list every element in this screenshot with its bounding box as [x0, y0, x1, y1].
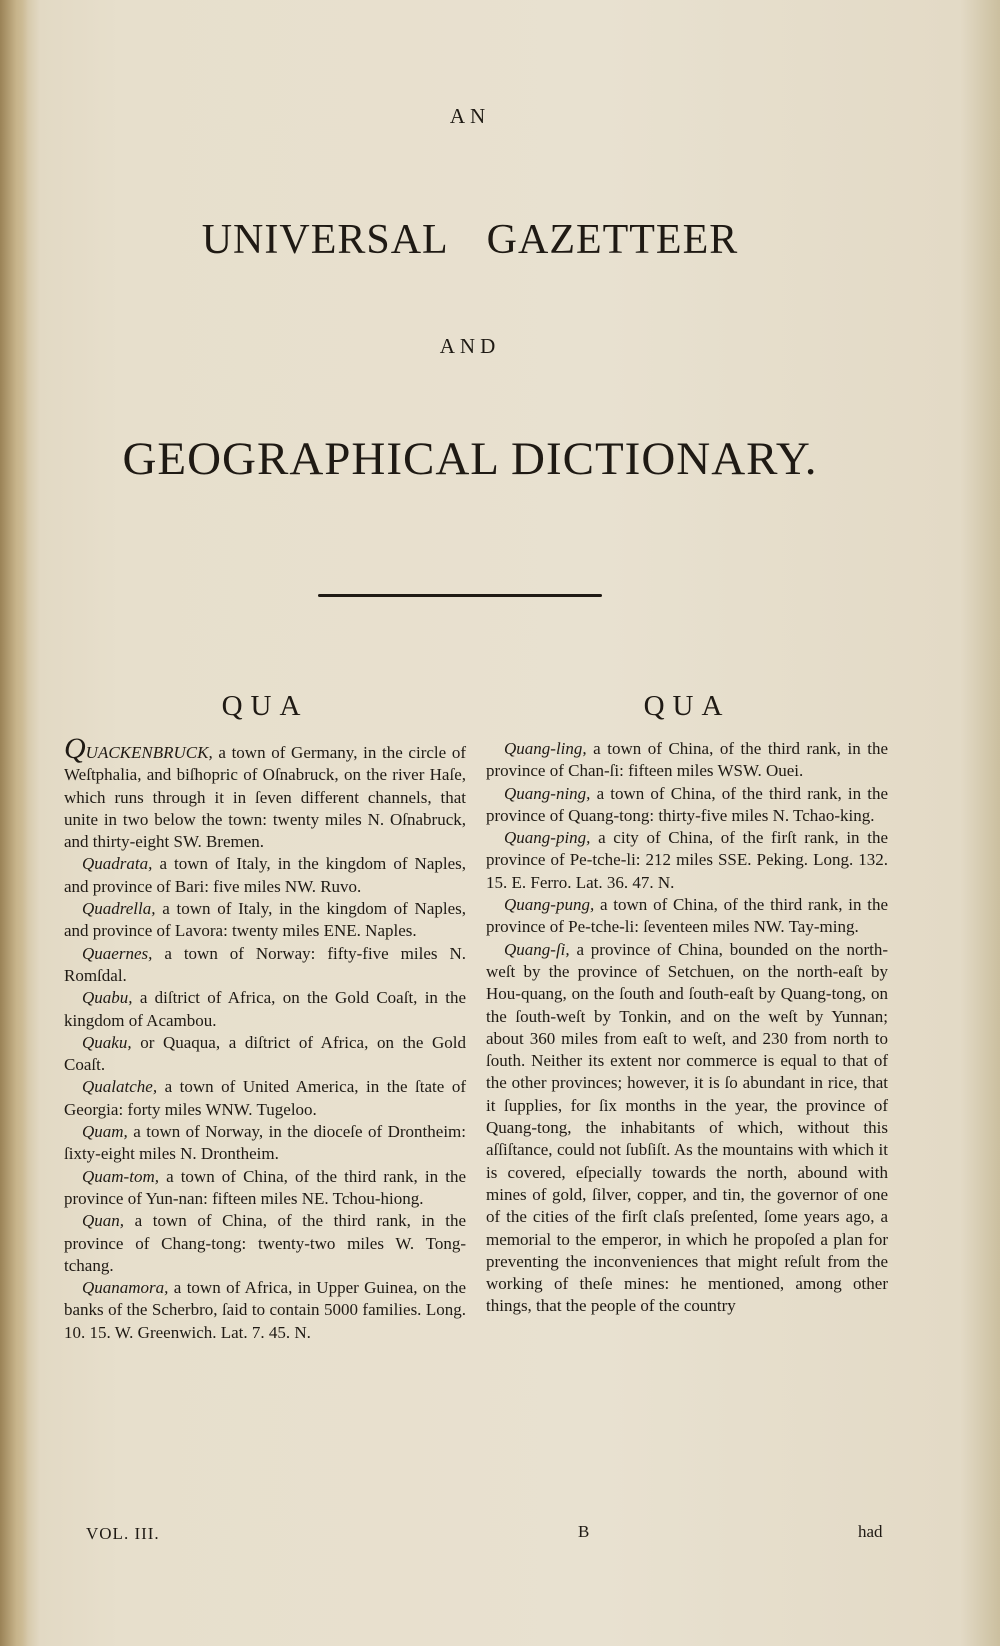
title-an: AN [449, 104, 491, 128]
entry-headword: Quang-ping, [504, 828, 591, 848]
title-divider-rule [318, 594, 602, 597]
left-column [64, 690, 466, 1344]
entry-text: a town of China, of the third rank, in the province of Chang-tong: twenty-two miles W. Tong-tchang. [64, 1211, 466, 1275]
entry-text: a town of Norway: fifty-five miles N. Romſdal. [64, 943, 466, 985]
entry-text: a diſtrict of Africa, on the Gold Coaſt, in the kingdom of Acambou. [64, 988, 466, 1030]
entry [64, 943, 466, 988]
entry-headword: Quam, [82, 1122, 128, 1142]
entry-text: a town of Italy, in the kingdom of Naples, and province of Bari: five miles NW. Ruvo. [64, 854, 466, 896]
entry [486, 738, 888, 783]
entry-text: a city of China, of the firſt rank, in the province of Pe-tche-li: 212 miles SSE. Peking. Long. 132. 15. E. Ferro. Lat. 36. 47. N. [486, 828, 888, 892]
right-column [486, 690, 888, 1318]
entry-text: a town of Italy, in the kingdom of Naples, and province of Lavora: twenty miles ENE. Naples. [64, 899, 466, 941]
entry-headword: Qualatche, [82, 1077, 158, 1097]
entry [64, 1076, 466, 1121]
left-entries [64, 732, 466, 1344]
entry-text: a town of United America, in the ſtate of Georgia: forty miles WNW. Tugeloo. [64, 1077, 466, 1119]
entry-text: a town of China, of the third rank, in the province of Yun-nan: fifteen miles NE. Tchou-hiong. [64, 1166, 466, 1208]
entry [486, 939, 888, 1318]
entry-text: a town of China, of the third rank, in the province of Chan-ſi: fifteen miles WSW. Ouei. [486, 739, 888, 781]
entry [64, 1210, 466, 1277]
entry [486, 783, 888, 828]
entry-text: a town of China, of the third rank, in the province of Pe-tche-li: ſeventeen miles NW. Tay-ming. [486, 895, 888, 937]
entry-headword: Quang-ling, [504, 739, 587, 758]
entry-headword: Quaernes, [82, 943, 153, 963]
entry [64, 1121, 466, 1166]
entry-headword: Quabu, [82, 988, 133, 1008]
entry [64, 1166, 466, 1211]
right-column-heading: QUA [643, 690, 731, 722]
entry-text: a town of Norway, in the dioceſe of Drontheim: ſixty-eight miles N. Drontheim. [64, 1122, 466, 1164]
entry-headword: Quanamora, [82, 1278, 169, 1298]
entry-text: a province of China, bounded on the north-weſt by the province of Setchuen, on the north-eaſt by Hou-quang, on the ſouth and ſouth-eaſt by Quang-tong, on the ſouth-weſt by Tonkin, and on the weſt by Yunnan; about 360 miles from eaſt to weſt, and 230 from north to ſouth. Neither its extent nor commerce is equal to that of the other provinces; however, it is ſo abundant in rice, that it ſupplies, for ſix months in the year, the province of Quang-tong, the inhabitants of which, without this aſſiſtance, could not ſubſiſt. As the mountains with which it is covered, eſpecially towards the north, abound with mines of gold, ſilver, copper, and tin, the governor of one of the cities of the firſt claſs preſented, ſome years ago, a memorial to the emperor, in which he propoſed a plan for preventing the inconveniences that might reſult from the working of theſe mines: he mentioned, among other things, that the people of the country [486, 939, 888, 1316]
title-and: AND [439, 334, 501, 358]
right-entries [486, 738, 888, 1318]
entry-headword: Quaku, [82, 1032, 132, 1052]
entry [486, 894, 888, 939]
entry [64, 898, 466, 943]
entry-headword: Quang-ning, [504, 783, 591, 803]
entry-headword: Quang-ſi, [504, 939, 570, 959]
entry [486, 827, 888, 894]
left-column-heading: QUA [221, 690, 309, 722]
title-geographical-dictionary: GEOGRAPHICAL DICTIONARY. [122, 433, 818, 485]
entry [64, 1277, 466, 1344]
entry-headword: UACKENBRUCK, [85, 743, 213, 762]
drop-cap: Q [64, 732, 86, 765]
entry [64, 732, 466, 853]
entry-headword: Quan, [82, 1211, 125, 1231]
volume-label: VOL. III. [86, 1524, 160, 1543]
title-universal-gazetteer: UNIVERSAL GAZETTEER [201, 217, 739, 263]
entry [64, 853, 466, 898]
entry-text: or Quaqua, a diſtrict of Africa, on the Gold Coaſt. [64, 1032, 466, 1075]
entry-text: a town of Africa, in Upper Guinea, on the banks of the Scherbro, ſaid to contain 5000 families. Long. 10. 15. W. Greenwich. Lat. 7. 45. N. [64, 1278, 466, 1342]
entry-text: a town of Germany, in the circle of Weſtphalia, and biſhopric of Oſnabruck, on the river Haſe, which runs through it in ſeven different channels, that unite in two below the town: twenty miles N. Oſnabruck, and thirty-eight SW. Bremen. [64, 743, 466, 852]
entry-text: a town of China, of the third rank, in the province of Quang-tong: thirty-five miles N. Tchao-king. [486, 783, 888, 825]
signature-mark: B [578, 1522, 590, 1541]
entry-headword: Quang-pung, [504, 895, 595, 915]
entry-headword: Quam-tom, [82, 1166, 159, 1186]
entry-headword: Quadrella, [82, 899, 156, 919]
catchword: had [858, 1522, 883, 1541]
entry [64, 1032, 466, 1077]
entry-headword: Quadrata, [82, 854, 153, 874]
entry [64, 987, 466, 1032]
